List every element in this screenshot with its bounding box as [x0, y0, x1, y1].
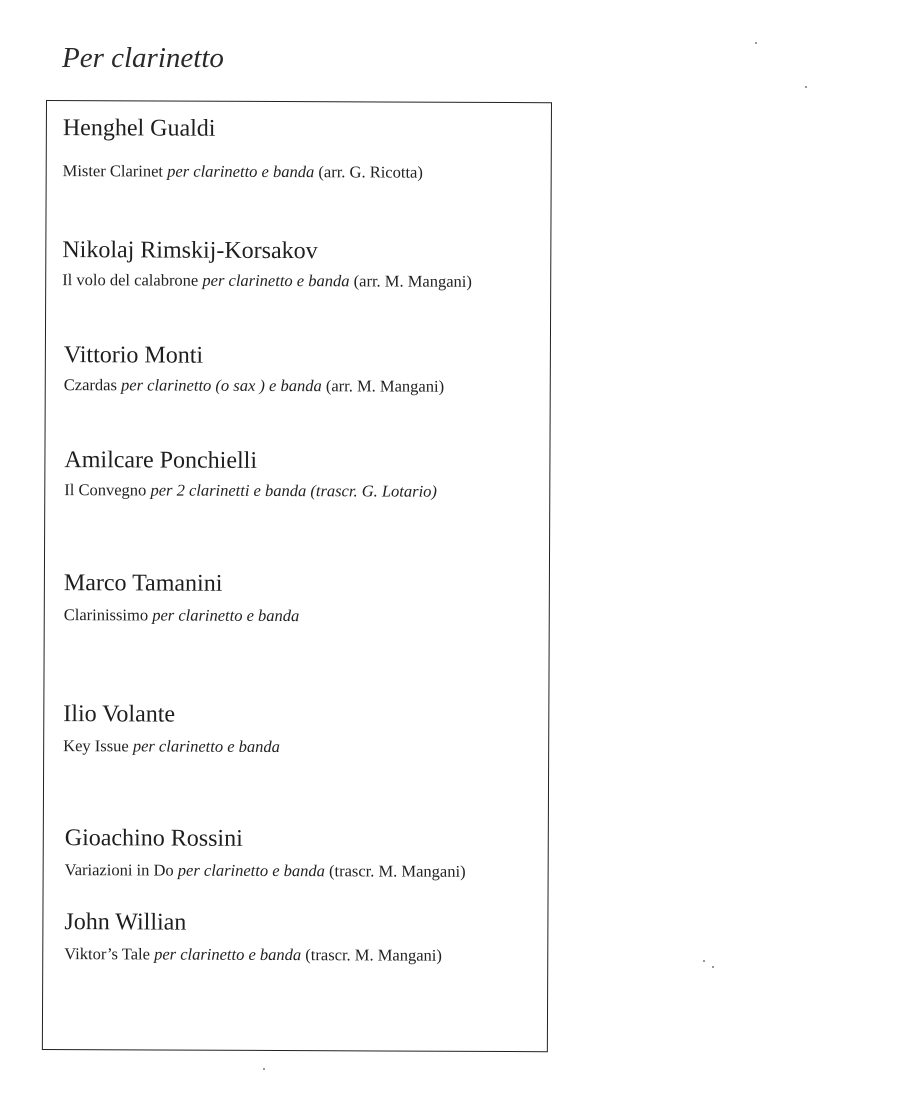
- work-line: [63, 736, 567, 758]
- work-title: Variazioni in Do: [64, 860, 174, 880]
- work-scoring: per clarinetto e banda: [132, 736, 280, 757]
- work-scoring: per clarinetto e banda: [167, 161, 315, 182]
- scan-speck: [703, 960, 705, 962]
- composer-name: Nikolaj Rimskij-Korsakov: [62, 237, 318, 265]
- program-entry: [63, 115, 567, 183]
- composer-name: Henghel Gualdi: [62, 115, 216, 142]
- work-credit: (trascr. M. Mangani): [329, 861, 466, 881]
- program-entry: [64, 447, 568, 502]
- program-entry: [64, 909, 568, 966]
- work-line: [64, 944, 568, 966]
- composer-name: Ilio Volante: [63, 701, 176, 728]
- scan-speck: [755, 42, 757, 44]
- work-line: [65, 860, 569, 882]
- composer-name: Gioachino Rossini: [64, 825, 243, 852]
- work-scoring: per clarinetto e banda: [202, 270, 350, 291]
- page-title: Per clarinetto: [62, 42, 224, 74]
- composer-name: Marco Tamanini: [63, 570, 223, 597]
- program-entry: [64, 570, 568, 627]
- work-credit: (arr. M. Mangani): [325, 376, 445, 396]
- work-title: Clarinissimo: [63, 605, 149, 625]
- work-scoring: per clarinetto e banda: [152, 605, 300, 626]
- composer-name: John Willian: [64, 909, 187, 936]
- work-scoring: per clarinetto e banda: [154, 944, 302, 965]
- scan-speck: [712, 966, 714, 968]
- work-credit: (arr. M. Mangani): [353, 271, 472, 291]
- work-scoring: per clarinetto (o sax ) e banda: [120, 375, 322, 396]
- work-line: [63, 161, 567, 183]
- work-scoring: per clarinetto e banda: [177, 860, 325, 881]
- work-title: Viktor’s Tale: [64, 944, 151, 964]
- work-title: Mister Clarinet: [62, 161, 164, 181]
- work-title: Il volo del calabrone: [62, 270, 199, 290]
- program-box: [42, 100, 552, 1052]
- work-line: [64, 375, 568, 397]
- program-entry: [65, 825, 569, 882]
- program-entry: [62, 237, 566, 292]
- work-credit: (arr. G. Ricotta): [318, 162, 423, 182]
- work-scoring: per 2 clarinetti e banda: [150, 480, 307, 501]
- work-line: [64, 480, 568, 502]
- scan-speck: [805, 86, 807, 88]
- work-title: Key Issue: [63, 736, 129, 756]
- composer-name: Vittorio Monti: [63, 342, 204, 369]
- work-credit: (trascr. G. Lotario): [310, 481, 437, 501]
- work-title: Il Convegno: [64, 480, 147, 500]
- work-line: [62, 270, 566, 292]
- work-credit: (trascr. M. Mangani): [305, 945, 442, 965]
- program-entry: [63, 701, 567, 758]
- program-entry: [64, 342, 568, 397]
- work-title: Czardas: [63, 375, 117, 395]
- composer-name: Amilcare Ponchielli: [64, 447, 258, 474]
- scan-speck: [263, 1068, 265, 1070]
- work-line: [64, 605, 568, 627]
